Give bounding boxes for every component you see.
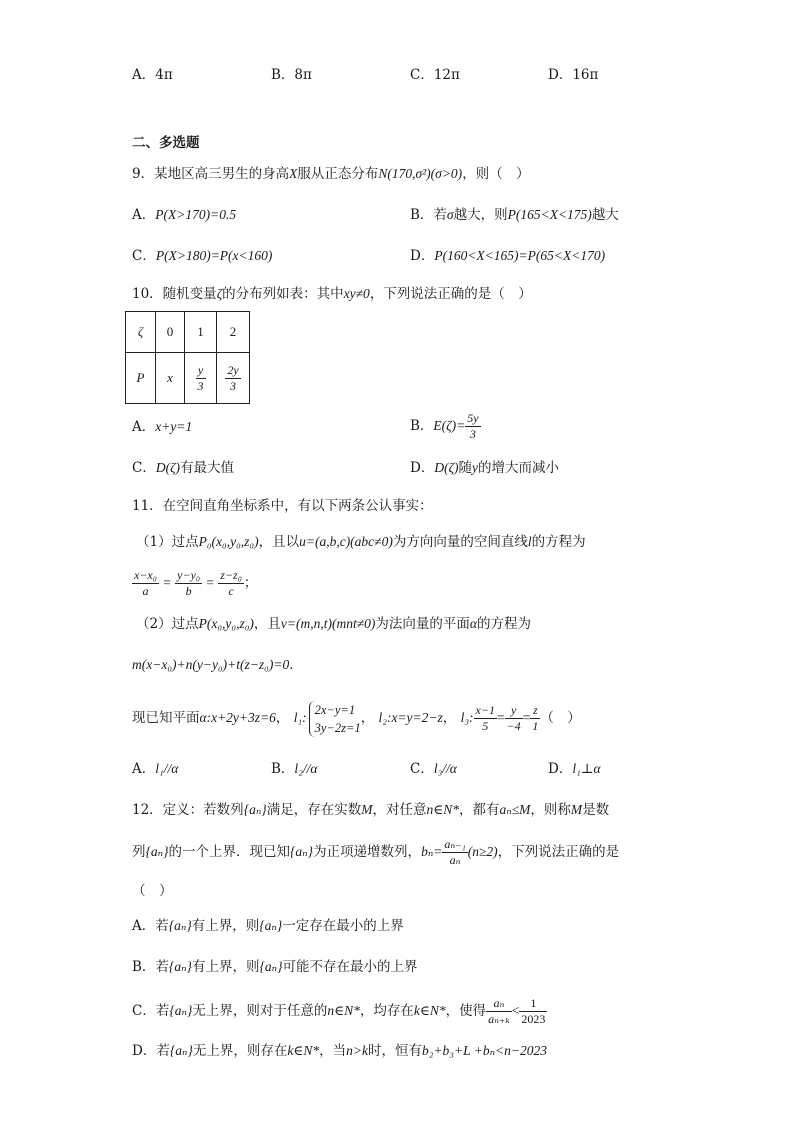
q12-option-a: A．若{aₙ}有上界，则{aₙ}一定存在最小的上界 bbox=[132, 918, 404, 934]
q10-option-d: D．D(ζ)随y的增大而减小 bbox=[410, 460, 560, 476]
q9-option-a: A．P(X>170)=0.5 bbox=[132, 207, 237, 223]
q12-option-b: B．若{aₙ}有上界，则{aₙ}可能不存在最小的上界 bbox=[132, 959, 418, 975]
table-cell: 0 bbox=[156, 312, 185, 353]
q8-option-a: A．4π bbox=[132, 67, 173, 83]
q11-plane-equation: m(x−x₀)+n(y−y₀)+t(z−z₀)=0． bbox=[132, 657, 303, 673]
section-title: 二、多选题 bbox=[132, 135, 200, 151]
q11-option-d: D．l₁⊥α bbox=[548, 761, 601, 777]
q8-option-d: D．16π bbox=[548, 67, 599, 83]
q8-option-b: B．8π bbox=[271, 67, 312, 83]
q11-option-a: A．l₁//α bbox=[132, 761, 179, 777]
table-cell: 1 bbox=[185, 312, 217, 353]
q11-given: 现已知平面α:x+2y+3z=6， l₁: 2x−y=1 3y−2z=1 ， l₂:x=y=2−z， l₃: $\frac{x-1}{5}$ = $\frac{y}{-4}$ = $\frac{z}{1}$ （ ） bbox=[132, 702, 581, 735]
q11-fact-1: （1）过点P₀(x₀,y₀,z₀)，且以u=(a,b,c)(abc≠0)为方向向量的空间直线l的方程为 bbox=[136, 534, 586, 550]
q11-fact-2: （2）过点P(x₀,y₀,z₀)，且v=(m,n,t)(mnt≠0)为法向量的平面α的方程为 bbox=[136, 616, 531, 632]
q12-option-d: D．若{aₙ}无上界，则存在k∈N*，当n>k时，恒有b₂+b₃+L +bₙ<n−2023 bbox=[132, 1043, 548, 1059]
table-cell: P bbox=[126, 353, 156, 404]
q12-stem-line2: 列{aₙ}的一个上界．现已知{aₙ}为正项递增数列，bₙ= $\frac{\text{aₙ₋₁}}{\text{aₙ}}$ (n≥2)，下列说法正确的是 bbox=[132, 837, 620, 867]
table-cell: 2 bbox=[217, 312, 250, 353]
table-cell: ζ bbox=[126, 312, 156, 353]
distribution-table bbox=[125, 311, 250, 404]
q9-option-c: C．P(X>180)=P(x<160) bbox=[132, 248, 273, 264]
q11-stem: 11．在空间直角坐标系中，有以下两条公认事实： bbox=[132, 498, 433, 514]
table-cell: $\frac{2y}{3}$ bbox=[217, 353, 250, 404]
q12-stem-line1: 12．定义：若数列{aₙ}满足，存在实数M，对任意n∈N*，都有aₙ≤M，则称M是数 bbox=[132, 802, 610, 818]
table-cell: $\frac{y}{3}$ bbox=[185, 353, 217, 404]
table-row bbox=[126, 312, 250, 353]
q11-line-equation: $\frac{\text{x−x₀}}{a}$ = $\frac{\text{y−y₀}}{b}$ = $\frac{\text{z−z₀}}{c}$ ； bbox=[134, 568, 258, 598]
q12-stem-line3: （ ） bbox=[132, 883, 173, 899]
table-cell: x bbox=[156, 353, 185, 404]
q10-option-a: A．x+y=1 bbox=[132, 419, 193, 435]
q10-option-c: C．D(ζ)有最大值 bbox=[132, 460, 235, 476]
q10-option-b: B．E(ζ)= $\frac{5y}{3}$ bbox=[410, 411, 479, 441]
q11-option-c: C．l₃//α bbox=[410, 761, 457, 777]
q8-option-c: C．12π bbox=[410, 67, 460, 83]
q9-option-d: D．P(160<X<165)=P(65<X<170) bbox=[410, 248, 606, 264]
q10-stem: 10．随机变量ζ的分布列如表：其中xy≠0，下列说法正确的是（ ） bbox=[132, 286, 532, 302]
table-row bbox=[126, 353, 250, 404]
q12-option-c: C．若{aₙ}无上界，则对于任意的n∈N*，均存在k∈N*，使得 $\frac{\text{aₙ}}{\text{aₙ₊ₖ}}$ < $\frac{1}{2023}$ bbox=[132, 996, 546, 1026]
q9-option-b: B．若σ越大，则P(165<X<175)越大 bbox=[410, 207, 619, 223]
q11-option-b: B．l₂//α bbox=[271, 761, 318, 777]
q9-stem: 9．某地区高三男生的身高X服从正态分布N(170,σ²)(σ>0)，则（ ） bbox=[132, 166, 530, 182]
